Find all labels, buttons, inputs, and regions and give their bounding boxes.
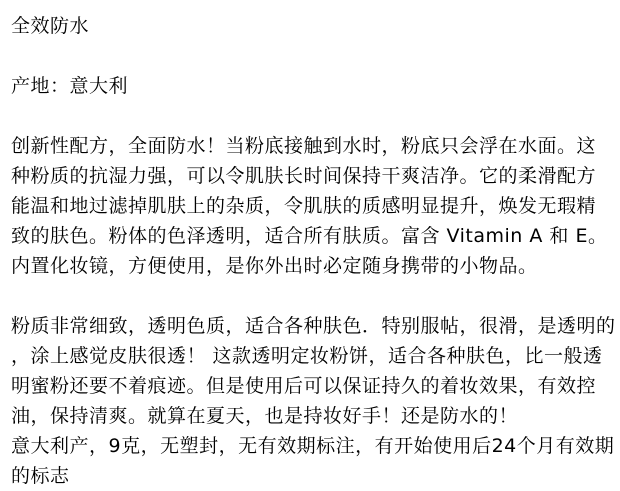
spacer — [11, 41, 617, 71]
origin-line: 产地：意大利 — [11, 75, 129, 97]
text-line: 的标志 — [11, 465, 70, 487]
text-line: 致的肤色。粉体的色泽透明，适合所有肤质。富含 Vitamin A 和 E。 — [11, 225, 608, 247]
text-line: 能温和地过滤掉肌肤上的杂质，令肌肤的质感明显提升，焕发无瑕精 — [11, 195, 597, 217]
text-line: ，涂上感觉皮肤很透！ 这款透明定妆粉饼，适合各种肤色，比一般透 — [11, 345, 603, 367]
title-line: 全效防水 — [11, 15, 90, 37]
text-line: 粉质非常细致，透明色质，适合各种肤色．特别服帖，很滑，是透明的 — [11, 315, 616, 337]
product-description — [11, 11, 617, 491]
text-line: 明蜜粉还要不着痕迹。但是使用后可以保证持久的着妆效果，有效控 — [11, 375, 597, 397]
text-line: 油，保持清爽。就算在夏天，也是持妆好手！还是防水的！ — [11, 405, 519, 427]
paragraph-features — [11, 131, 617, 281]
text-line: 种粉质的抗湿力强，可以令肌肤长时间保持干爽洁净。它的柔滑配方 — [11, 165, 597, 187]
text-line: 创新性配方，全面防水！当粉底接触到水时，粉底只会浮在水面。这 — [11, 135, 597, 157]
paragraph-review — [11, 311, 617, 491]
text-line: 内置化妆镜，方便使用，是你外出时必定随身携带的小物品。 — [11, 255, 538, 277]
spacer — [11, 281, 617, 311]
text-line: 意大利产，9克，无塑封，无有效期标注，有开始使用后24个月有效期 — [11, 435, 615, 457]
spacer — [11, 101, 617, 131]
